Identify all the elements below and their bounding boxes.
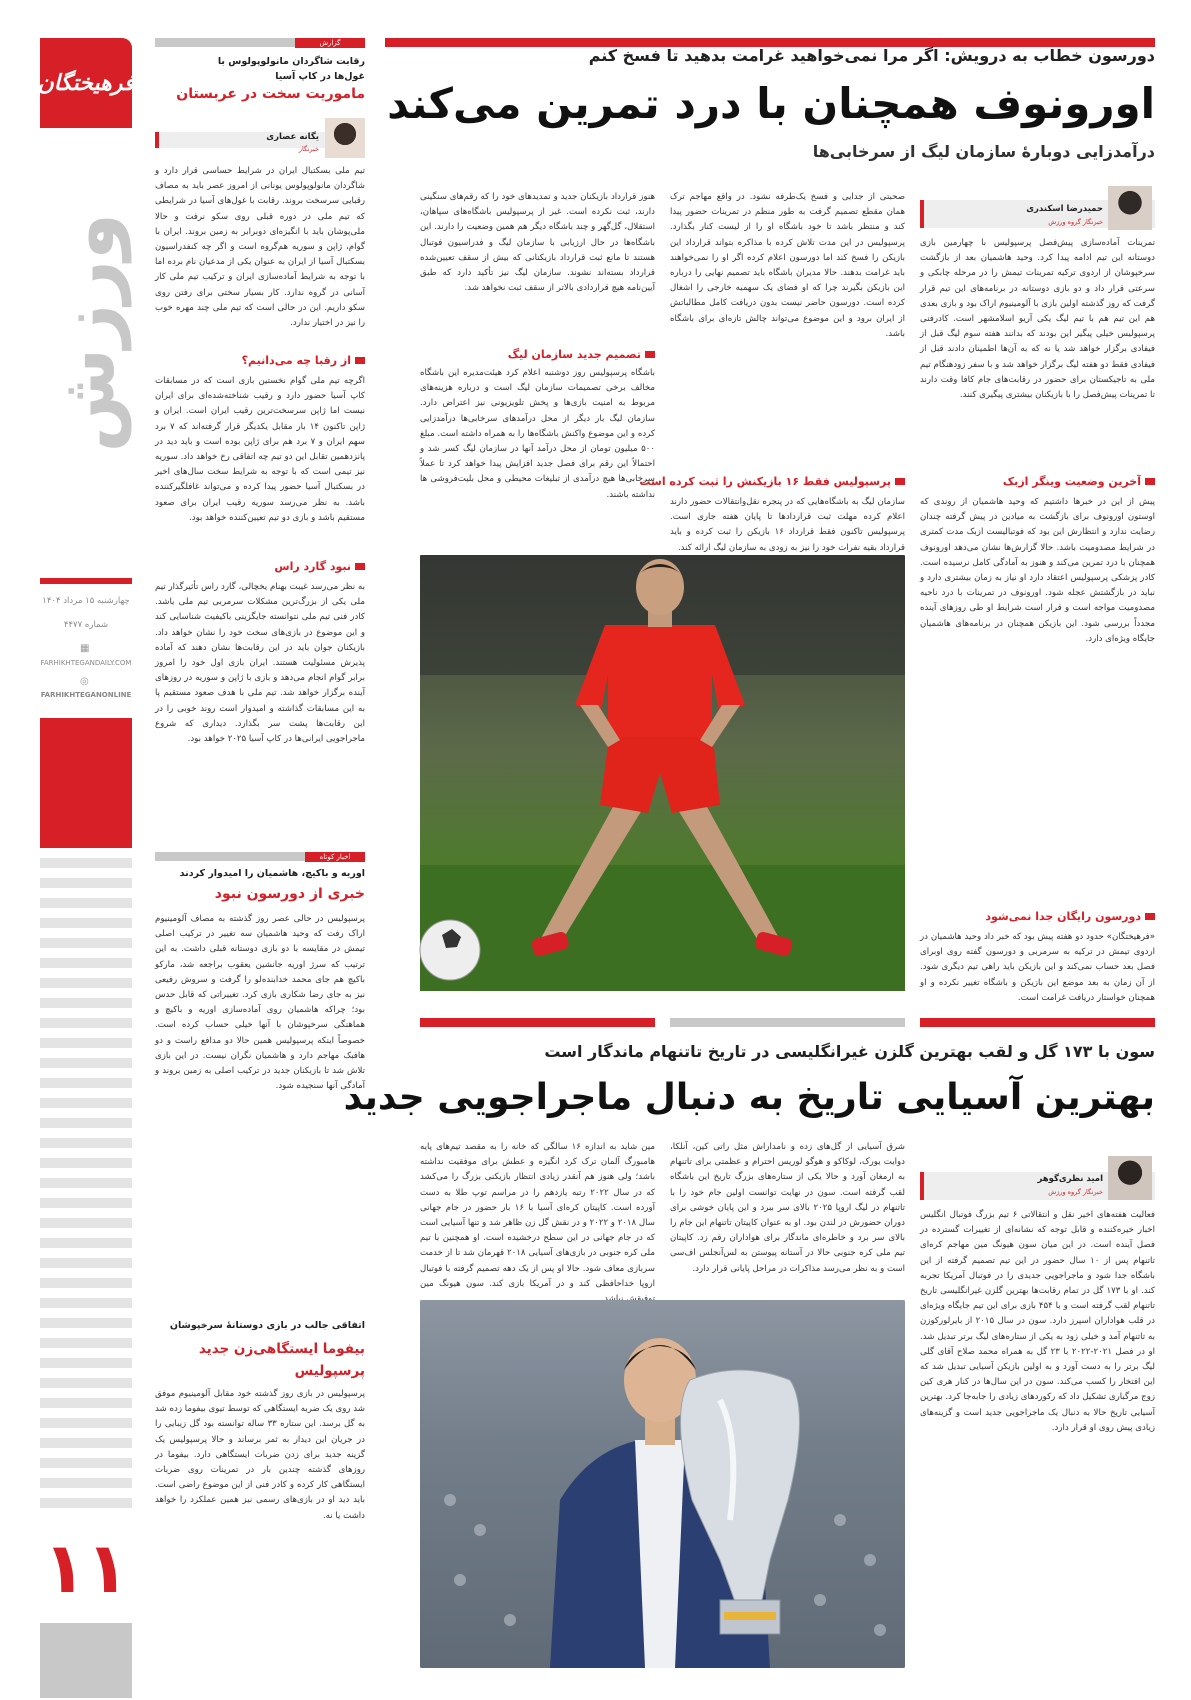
left-top-s2-title: نبود گارد راس [274, 560, 365, 573]
main-intro: تمرینات آماده‌سازی پیش‌فصل پرسپولیس با چهارمین بازی دوستانه این تیم ادامه پیدا کرد. وحید هاشمیان بعد از بازگشت سرخپوشان از اردوی ترکیه تمرینات تیمش را در مرحله چابکی و سرعتی قرار داد و دو بازی دوستانه در برنامه‌های این تیم قرار گرفت که روز گذشته اولین بازی با آلومینیوم اراک بود و بازی بعدی هم این تیم هم با تیم لیگ یکی آریو اسلامشهر است. کادرفنی پرسپولیس خیلی پیگیر این بودند که بدانند هفته سوم لیگ قبل از فیفادی برگزار خواهد شد یا نه که به آن‌ها اطمینان دادند قبل از فیفادی فقط دو هفته لیگ برگزار خواهد شد و با سفر زودهنگام تیم ملی به تاجیکستان برای حضور در رقابت‌های جام کافا وقت دارند تا تمرینات پیش‌فصل را با بازیکنان بیشتری پیگیری کنند. [920, 238, 1155, 401]
son-bar-2 [670, 1018, 905, 1027]
main-s2: «فرهیختگان» حدود دو هفته پیش بود که خبر داد وحید هاشمیان در اردوی تیمش در ترکیه به سرمربی و دورسون گفته روی اوبرای فصل بعد حساب نمی‌کند و این بازیکن باید راهی تیم دیگری شود. از آن زمان به بعد موضع این بازیکن و باشگاه تغییر نکرده و او همچنان خواستار دریافت غرامت است. [920, 932, 1155, 1003]
left-bottom-body: پرسپولیس در حالی عصر روز گذشته به مصاف آلومینیوم اراک رفت که وحید هاشمیان سه تغییر در ترکیب اصلی تیمش در مقایسه با دو بازی دوستانه قبلی داشت. به این ترتیب که سرژ اوریه جانشین یعقوب براجعه شد، مارکو باکیچ هم جای محمد خدابنده‌لو را گرفت و سروش رفیعی نیز به جای رضا شکاری بازی کرد. تغییراتی که قابل حدس بود؛ چراکه هاشمیان روی آماده‌سازی اوریه و باکیچ و هماهنگی سرخپوشان با آنها خیلی حساب کرده است. خصوصاً اینکه پرسپولیس همین حالا دو مدافع راست و دو هافبک مهاجم دارد و هاشمیان نگران نیست. در این بازی تلاش شد تا بازیکنان جدید در ترکیب اصلی به زمین بروند و آمادگی آنها سنجیده شود. [155, 914, 365, 1092]
rail-pattern [40, 858, 132, 1518]
son-bar-1 [420, 1018, 655, 1027]
left-top-s1-title: از رقبا چه می‌دانیم؟ [242, 354, 365, 367]
page-number: ۱۱ [43, 1527, 129, 1609]
left-bottom-kicker: اوریه و باکیچ، هاشمیان را امیدوار کردند [179, 868, 365, 879]
son-author-role: خبرنگار گروه ورزش [1048, 1188, 1103, 1196]
left-bottom-tag: اخبار کوتاه [305, 852, 365, 862]
website[interactable]: FARHIKHTEGANDAILY.COM [40, 659, 132, 667]
left-top-body: تیم ملی بسکتبال ایران در شرایط حساسی قرار دارد و شاگردان مانولوپولوس یونانی از امروز عصر باید به مصاف رقبایی سرسخت بروند. رقابت با غول‌های آسیا در شرایطی که تیم ملی در دوره قبلی روی سکو نرفت و حالا ملی‌پوشان باید با انگیزه‌ای دوبرابر به زمین بروند. ایران با گوام، ژاپن و سوریه هم‌گروه است و اگر چه کنفدراسیون بسکتبال آسیا از ایران به عنوان یکی از مدعیان نام برده اما با توجه به شرایط آماده‌سازی ایران و ترکیب تیم ملی کار آسانی در گروه ندارد. کار بسیار سختی برای رفتن روی سکو داریم. این در حالی است که تیم ملی چند مهره خوب را نیز در اختیار ندارد. [155, 166, 365, 329]
rail-divider [40, 578, 132, 584]
left-top-title: ماموریت سخت در عربستان [176, 86, 365, 102]
left-rail [37, 38, 135, 1698]
oronov-photo [420, 555, 905, 991]
left-bottom-s-headline: بیفوما ایستگاهی‌زن جدید پرسپولیس [198, 1341, 365, 1379]
son-author: امید نظری‌گوهر [1037, 1174, 1103, 1184]
son-kicker: سون با ۱۷۳ گل و لقب بهترین گلزن غیرانگلیسی در تاریخ تاتنهام ماندگار است [544, 1042, 1155, 1061]
rail-footer [40, 1623, 132, 1698]
main-s2-title: دورسون رایگان جدا نمی‌شود [985, 910, 1155, 923]
left-story-bottom [155, 852, 365, 1672]
left-bottom-s-body: پرسپولیس در بازی روز گذشته خود مقابل آلومینیوم موفق شد روی یک ضربه ایستگاهی که توسط تیوی بیفوما زده شد به گل برسد. این ستاره ۳۳ ساله توانسته بود گل زیبایی را در جریان این دیدار به ثمر برساند و حالا پرسپولیس یک گزینه جدید برای زدن ضربات ایستگاهی دارد. بیفوما در روزهای گذشته چندین بار در تمرینات روی ضربات ایستگاهی کار کرده و کادر فنی از این موضوع راضی است. باید دید او در بازی‌های رسمی نیز همین عملکرد را خواهد داشت یا نه. [155, 1389, 365, 1521]
instagram-icon: ◎ [80, 676, 89, 687]
issue-number: شماره ۴۴۷۷ [63, 620, 109, 630]
main-author-strip [920, 200, 924, 228]
son-col3: مین شاید به اندازه ۱۶ سالگی که خانه را به مقصد تیم‌های پایه هامبورگ آلمان ترک کرد انگیزه و عطش برای موفقیت نداشته باشد؛ ولی هنوز هم آنقدر زیادی انتظار بازیکنی بزرگ را می‌کشد که در سال ۲۰۲۲ رتبه یازدهم را در مراسم توپ طلا به دست آورده است. کاپیتان کره‌ای آسیا با ۱۶ بار حضور در جام جهانی سال ۲۰۱۸ و ۲۰۲۲ و در نقش گل زن ظاهر شد و تنها آسیایی است که در جام جهانی در این سطح درخشیده است. او همچنین با تیم ملی کره جنوبی در بازی‌های آسیایی ۲۰۱۸ قهرمان شد تا از خدمت سربازی معاف شود. حالا او پس از یک دهه تصمیم گرفته با فوتبال اروپا خداحافظی کند و در آمریکا بازی کند. سون هیونگ مین [420, 1142, 655, 1289]
main-kicker: دورسون خطاب به درویش: اگر مرا نمی‌خواهید غرامت بدهید تا فسخ کنم [588, 46, 1155, 65]
main-author-photo [1108, 186, 1152, 230]
logo-block [37, 38, 135, 128]
left-top-s2: به نظر می‌رسد غیبت بهنام یخچالی، گارد راس تأثیرگذار تیم ملی یکی از بزرگ‌ترین مشکلات سرمربی تیم ملی باشد. کادر فنی تیم ملی نتوانسته جایگزینی باکیفیت شناسایی کند و این موضوع در بازی‌های سخت خود را نشان خواهد داد. بازیکنان جوان باید در این رقابت‌ها نشان دهند که آماده پذیرش مسئولیت هستند. ایران بازی اول خود را امروز برابر گوام انجام می‌دهد و بازی با ژاپن و سوریه در روزهای آینده برگزار خواهد شد. تیم ملی با هدف صعود مستقیم پا به این مسابقات گذاشته و امیدوار است روند خوبی را در این رقابت‌ها پشت سر بگذارد. دیداری که شروع ماجراجویی ایرانی‌ها در کاپ آسیا ۲۰۲۵ خواهد بود. [155, 582, 365, 745]
son-author-photo [1108, 1156, 1152, 1200]
left-story-top [155, 38, 365, 833]
main-col2: صحبتی از جدایی و فسخ یک‌طرفه نشود. در واقع مهاجم ترک همان مقطع تصمیم گرفت به طور منظم در تمرینات حضور پیدا کند و منتظر باشد تا خود باشگاه او را از لیست کنار بگذارد. پرسپولیس در این مدت تلاش کرده با مذاکره بتواند قرارداد این بازیکن را فسخ کند اما دورسون اعلام کرده اگر او را نمی‌خواهند باید غرامت بدهند. حالا مدیران باشگاه باید تصمیم نهایی را درباره این بازیکن بگیرند چرا که او فضای یک سهمیه خارجی را اشغال کرده است. دورسون حاضر نیست بدون دریافت کامل مطالباتش از ایران برود و این موضوع می‌تواند چالش تازه‌ای برای باشگاه باشد. [670, 192, 905, 339]
left-top-red-strip [155, 132, 159, 148]
son-illustration [420, 1300, 905, 1668]
left-bottom-title: خبری از دورسون نبود [214, 886, 365, 902]
issue-date: چهارشنبه ۱۵ مرداد ۱۴۰۴ [42, 596, 130, 606]
left-top-tag: گزارش [295, 38, 365, 48]
main-col3: هنوز قرارداد بازیکنان جدید و تمدیدهای خود را که رقم‌های سنگینی دارند، ثبت نکرده است. غیر از پرسپولیس باشگاه‌های سپاهان، استقلال، گل‌گهر و چند باشگاه دیگر هم همین وضعیت را دارند. این باشگاه‌ها در حال ارزیابی با سازمان لیگ و فدراسیون فوتبال هستند تا مانع ثبت قرارداد بازیکنانی که بیش از سقف تعیین‌شده قرارداد بسته‌اند نشوند. سازمان لیگ نیز تأکید دارد که طبق آیین‌نامه هیچ قراردادی بالاتر از سقف ثبت نخواهد شد. [420, 192, 655, 294]
son-photo [420, 1300, 905, 1668]
son-author-strip [920, 1172, 924, 1200]
left-top-author: یگانه عصاری [266, 132, 319, 142]
main-deck: درآمدزایی دوبارهٔ سازمان لیگ از سرخابی‌ها [812, 142, 1155, 161]
son-col2: شرق آسیایی از گل‌های زده و نامداراش مثل راتی کین، آنلکا، دوایت یورک، لوکاکو و هوگو لوریس احترام و عظمتی برای تاتنهام به ارمغان آورد و حالا یکی از ستاره‌های بزرگ تاریخ این باشگاه لقب گرفته است. سون در نهایت توانست اولین جام خود را با تاتنهام در لیگ اروپا ۲۰۲۵ بالای سر ببرد و این پایان خوشی برای دوران حضورش در لندن بود. او به عنوان کاپیتان تاتنهام این جام را بالای سر برد و خاطره‌ای ماندگار برای هواداران رقم زد. کاپیتان تیم ملی کره جنوبی حالا در آستانه پیوستن به لس‌آنجلس اف‌سی است و به نظر می‌رسد مذاکرات در مراحل پایانی قرار دارد. [670, 1142, 905, 1274]
main-author-role: خبرنگار گروه ورزش [1048, 218, 1103, 226]
left-top-s1: اگرچه تیم ملی گوام نخستین بازی است که در مسابقات کاپ آسیا حضور دارد و رقیب شناخته‌شده‌ای برای ایران نیست اما ژاپن سرسخت‌ترین رقیب ایران است. ایران و ژاپن تاکنون ۱۴ بار مقابل یکدیگر قرار گرفته‌اند که ۷ برد سهم ایران و ۷ برد هم برای ژاپن بوده است و باید دید در پانزدهمین تقابل این دو تیم چه اتفاقی رخ خواهد داد. سوریه نیز تیمی است که با توجه به شرایط سخت سال‌های اخیر در بسکتبال آسیا حضور پیدا کرده و می‌تواند غافلگیرکننده باشد. به نظر می‌رسد سوریه رقیب ایران برای صعود مستقیم باشد و بازی دو تیم تعیین‌کننده خواهد بود. [155, 376, 365, 523]
son-bar-3 [920, 1018, 1155, 1027]
main-author: حمیدرضا اسکندری [1026, 204, 1103, 214]
main-headline: اورونوف همچنان با درد تمرین می‌کند [387, 79, 1155, 128]
player-illustration [420, 555, 905, 991]
main-s4: باشگاه پرسپولیس روز دوشنبه اعلام کرد هیئت‌مدیره این باشگاه مخالف برخی تصمیمات سازمان لیگ است و درباره هزینه‌های مربوط به امنیت بازی‌ها و پخش تلویزیونی نیز اعتراض دارد. سازمان لیگ بار دیگر از محل درآمدهای سرخابی‌ها درآمدزایی کرده و این موضوع واکنش باشگاه‌ها را به همراه داشته است. مبلغ ۵۰۰ میلیون تومان از محل درآمد آنها در سازمان لیگ کسر شد و احتمالاً این رقم برای فصل جدید افزایش پیدا خواهد کرد تا عملاً سرخابی‌ها هیچ درآمدی از تبلیغات محیطی و محل بلیت‌فروشی ها نداشته باشند. [420, 368, 655, 500]
logo[interactable]: فرهیختگان [37, 70, 135, 96]
main-s4-title: تصمیم جدید سازمان لیگ [508, 348, 655, 361]
section-title: ورزش [41, 213, 131, 453]
web-icon: ▦ [80, 643, 90, 654]
left-top-author-photo [325, 118, 365, 158]
left-top-kicker: رقابت شاگردان مانولوپولوس با غول‌ها در کاپ آسیا [217, 56, 365, 82]
social-handle[interactable]: FARHIKHTEGANONLINE [40, 691, 132, 699]
rail-red-block [40, 718, 132, 848]
main-s3-title: پرسپولیس فقط ۱۶ بازیکنش را ثبت کرده است [639, 475, 905, 488]
left-bottom-s-title: اتفاقی جالب در بازی دوستانهٔ سرخپوشان [169, 1320, 365, 1331]
main-s1-title: آخرین وضعیت وینگر ازبک [1003, 475, 1155, 488]
main-s1: پیش از این در خبرها داشتیم که وحید هاشمیان از روندی که اوستون اورونوف برای بازگشت به میادین در پیش گرفته چندان رضایت ندارد و انتظارش این بود که فوتبالیست ازبک مدت کمتری در شرایط مصدومیت باشد. حالا گزارش‌ها نشان می‌دهد اورونوف همچنان با درد تمرین می‌کند و هنوز به آمادگی کامل نرسیده است. کادر پزشکی پرسپولیس اعتقاد دارد او نیاز به زمان بیشتری دارد و نباید در بازگشتش عجله شود. اورونوف در تمرینات با درد ناحیه مصدومیت مواجه است و قرار است شرایط او طی روزهای آینده مجدداً بررسی شود. این بازیکن همچنان در برنامه‌های هاشمیان جایگاه ویژه‌ای دارد. [920, 497, 1155, 644]
main-s3: سازمان لیگ به باشگاه‌هایی که در پنجره نقل‌وانتقالات حضور دارند اعلام کرده مهلت ثبت قراردادها تا پایان هفته جاری است. پرسپولیس تاکنون فقط قرارداد ۱۶ بازیکن را ثبت کرده و باید قرارداد بقیه نفرات خود را نیز به زودی به سازمان لیگ ارائه کند. [670, 497, 905, 553]
son-headline: بهترین آسیایی تاریخ به دنبال ماجراجویی جدید [343, 1077, 1155, 1118]
left-top-author-role: خبرنگار [298, 145, 319, 153]
son-col1: فعالیت هفته‌های اخیر نقل و انتقالاتی ۶ تیم بزرگ فوتبال انگلیس اخبار خیره‌کننده و قابل توجه که نشانه‌ای از تغییرات گسترده در فصل آینده است. در این میان سون هیونگ مین مهاجم کره‌ای تاتنهام پس از ۱۰ سال حضور در این تیم تصمیم گرفته از این باشگاه جدا شود و ماجراجویی جدیدی را در فوتبال آمریکا تجربه کند. او با ۱۷۳ گل در تمام رقابت‌ها بهترین گلزن غیرانگلیسی تاریخ تاتنهام لقب گرفته است و با ۴۵۴ بازی برای این تیم جایگاه ویژه‌ای در قلب هواداران اسپرز دارد. سون در سال ۲۰۱۵ از بایرلورکوزن به تاتنهام آمد و خیلی زود به یکی از ستاره‌های لیگ برتر تبدیل شد. او در فصل ۲۰۲۱-۲۰۲۲ با ۲۳ گل به همراه محمد صلاح آقای گلی لیگ برتر را به دست آورد و به اولین بازیکن آسیایی تبدیل شد که این افتخار را کسب می‌کند. سون در این سال‌ها در کنار هری کین زوج مرگباری تشکیل داد که رکوردهای زیادی را جابه‌جا کرد. بهترین آسیایی تاریخ حالا به دنبال یک ماجراجویی جدید است و گزینه‌های زیادی پیش روی او قرار دارد. [920, 1210, 1155, 1433]
